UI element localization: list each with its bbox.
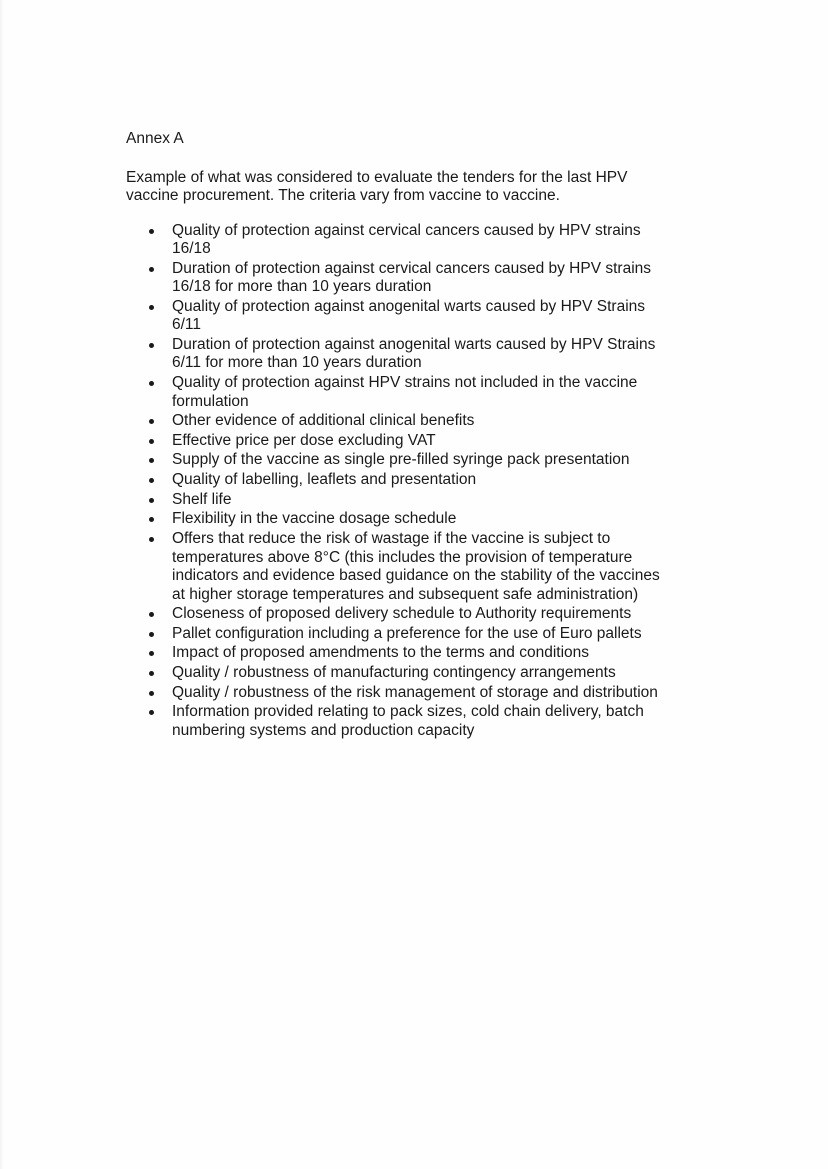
criteria-item: Other evidence of additional clinical benefits: [146, 412, 676, 431]
criteria-item: Quality of protection against cervical cancers caused by HPV strains 16/18: [146, 222, 676, 259]
criteria-list: [146, 222, 676, 741]
criteria-item: Closeness of proposed delivery schedule to Authority requirements: [146, 605, 676, 624]
criteria-item: Quality / robustness of the risk management of storage and distribution: [146, 684, 676, 703]
document-content: [126, 130, 686, 742]
annex-heading: Annex A: [126, 130, 184, 147]
criteria-item: Offers that reduce the risk of wastage if the vaccine is subject to temperatures above 8°C (this includes the provision of temperature indicators and evidence based guidance on the stability of the vaccines at higher storage temperatures and subsequent safe administration): [146, 530, 676, 604]
criteria-item: Quality of protection against HPV strains not included in the vaccine formulation: [146, 374, 676, 411]
intro-paragraph: Example of what was considered to evaluate the tenders for the last HPV vaccine procurement. The criteria vary from vaccine to vaccine.: [126, 168, 628, 204]
criteria-item: Information provided relating to pack sizes, cold chain delivery, batch numbering systems and production capacity: [146, 703, 676, 740]
criteria-item: Shelf life: [146, 491, 676, 510]
criteria-item: Flexibility in the vaccine dosage schedule: [146, 510, 676, 529]
scan-edge: [0, 0, 4, 1169]
criteria-item: Duration of protection against cervical cancers caused by HPV strains 16/18 for more than 10 years duration: [146, 260, 676, 297]
criteria-item: Pallet configuration including a preference for the use of Euro pallets: [146, 625, 676, 644]
criteria-item: Quality of labelling, leaflets and presentation: [146, 471, 676, 490]
criteria-item: Supply of the vaccine as single pre-filled syringe pack presentation: [146, 451, 676, 470]
criteria-item: Quality of protection against anogenital warts caused by HPV Strains 6/11: [146, 298, 676, 335]
criteria-item: Quality / robustness of manufacturing contingency arrangements: [146, 664, 676, 683]
criteria-item: Effective price per dose excluding VAT: [146, 432, 676, 451]
criteria-item: Duration of protection against anogenital warts caused by HPV Strains 6/11 for more than 10 years duration: [146, 336, 676, 373]
criteria-item: Impact of proposed amendments to the terms and conditions: [146, 644, 676, 663]
